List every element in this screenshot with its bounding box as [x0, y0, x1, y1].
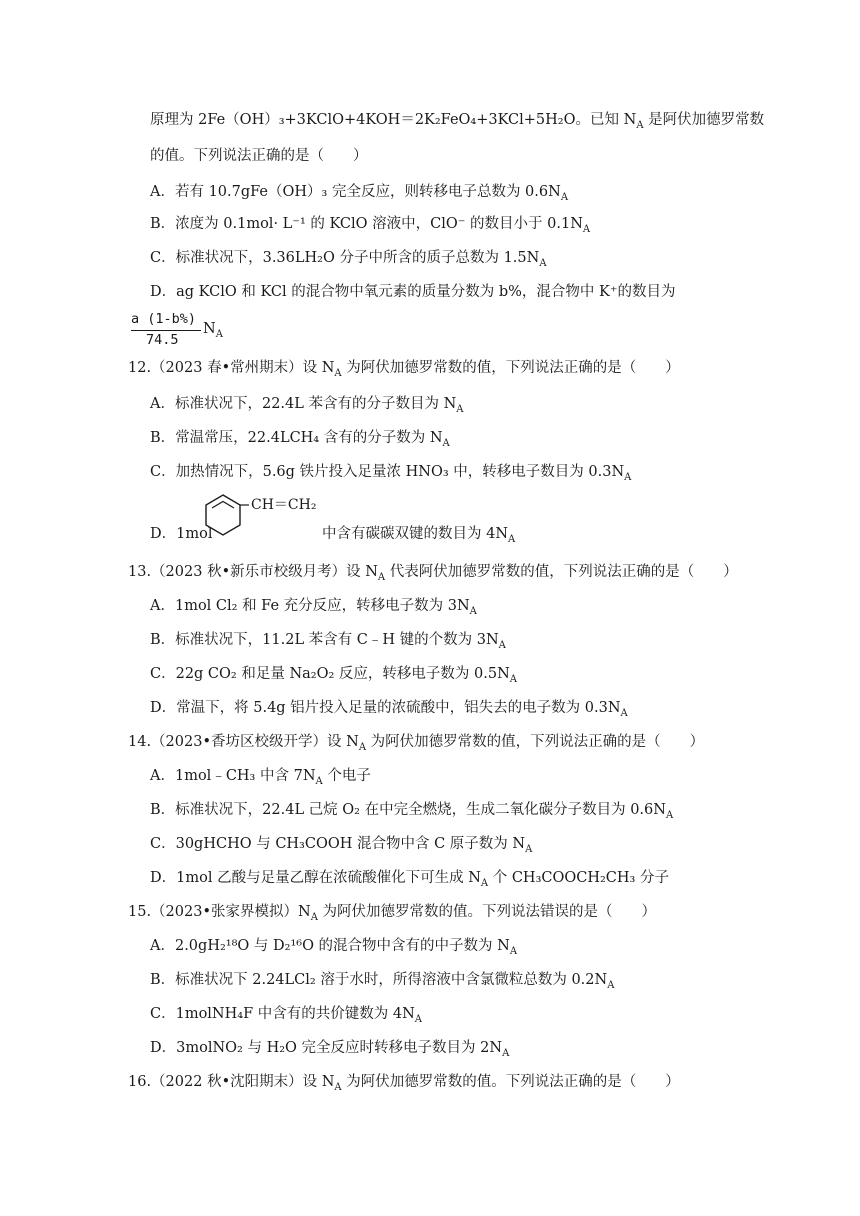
fraction-numerator: a (1-b%)	[131, 311, 197, 327]
q14-option-c: C．30gHCHO 与 CH₃COOH 混合物中含 C 原子数为 $N_A$	[150, 836, 533, 855]
q13-option-b: B．标准状况下，11.2L 苯含有 C﹣H 键的个数为 $3N_A$	[150, 632, 506, 651]
q11-option-a: A．若有 10.7gFe（OH）₃ 完全反应，则转移电子总数为 $0.6N_A$	[150, 184, 569, 203]
q13-option-a: A．1mol Cl₂ 和 Fe 充分反应，转移电子数为 $3N_A$	[150, 598, 477, 617]
q13-option-c: C．22g CO₂ 和足量 Na₂O₂ 反应，转移电子数为 $0.5N_A$	[150, 666, 517, 685]
q15-option-a: A．2.0gH₂¹⁸O 与 D₂¹⁶O 的混合物中含有的中子数为 $N_A$	[150, 938, 518, 957]
q12-option-d-suffix: 中含有碳碳双键的数目为 $4N_A$	[322, 526, 516, 545]
intro-line-2: 的值。下列说法正确的是（ ）	[150, 148, 368, 164]
q12-stem: 12.（2023 春•常州期末）设 $N_A$ 为阿伏加德罗常数的值，下列说法正确的是（ ）	[128, 360, 680, 379]
fraction-suffix: $N_A$	[203, 321, 223, 340]
q15-option-c: C．1molNH₄F 中含有的共价键数为 $4N_A$	[150, 1006, 423, 1025]
q15-option-b: B．标准状况下 2.24LCl₂ 溶于水时，所得溶液中含氯微粒总数为 $0.2N_A$	[150, 972, 615, 991]
q12-option-b: B．常温常压，22.4LCH₄ 含有的分子数为 $N_A$	[150, 430, 450, 449]
q14-stem: 14.（2023•香坊区校级开学）设 $N_A$ 为阿伏加德罗常数的值，下列说法正确的是（ ）	[128, 734, 705, 753]
benzene-inner-bonds	[212, 502, 234, 509]
q14-option-a: A．1mol﹣CH₃ 中含 $7N_A$ 个电子	[150, 768, 371, 787]
q15-stem: 15.（2023•张家界模拟）$N_A$ 为阿伏加德罗常数的值。下列说法错误的是（ ）	[128, 904, 657, 923]
intro-line-1: 原理为 2Fe（OH）₃+3KClO+4KOH＝2K₂FeO₄+3KCl+5H₂O。已知 $N_A$ 是阿伏加德罗常数	[150, 112, 765, 131]
fraction-bar	[131, 330, 201, 331]
q16-stem: 16.（2022 秋•沈阳期末）设 $N_A$ 为阿伏加德罗常数的值。下列说法正确的是（ ）	[128, 1074, 680, 1093]
q11-option-b: B．浓度为 0.1mol· L⁻¹ 的 KClO 溶液中，ClO⁻ 的数目小于 $0.1N_A$	[150, 216, 591, 235]
styrene-structure	[203, 490, 323, 540]
q12-option-c: C．加热情况下，5.6g 铁片投入足量浓 HNO₃ 中，转移电子数目为 $0.3N_A$	[150, 464, 632, 483]
vinyl-label: CH＝CH₂	[251, 497, 317, 513]
q13-stem: 13.（2023 秋•新乐市校级月考）设 $N_A$ 代表阿伏加德罗常数的值，下列说法正确的是（ ）	[128, 564, 738, 583]
q11-option-d: D．ag KClO 和 KCl 的混合物中氧元素的质量分数为 b%，混合物中 K⁺的数目为	[150, 284, 676, 300]
fraction-denominator: 74.5	[146, 332, 179, 348]
q11-option-c: C．标准状况下，3.36LH₂O 分子中所含的质子总数为 $1.5N_A$	[150, 250, 547, 269]
q13-option-d: D．常温下，将 5.4g 铝片投入足量的浓硫酸中，铝失去的电子数为 $0.3N_A$	[150, 700, 628, 719]
q14-option-b: B．标准状况下，22.4L 己烷 O₂ 在中完全燃烧，生成二氧化碳分子数目为 $0.6N_A$	[150, 802, 674, 821]
q12-option-d-prefix: D．1mol	[150, 526, 213, 542]
q15-option-d: D．3molNO₂ 与 H₂O 完全反应时转移电子数目为 $2N_A$	[150, 1040, 510, 1059]
q14-option-d: D．1mol 乙酸与足量乙醇在浓硫酸催化下可生成 $N_A$ 个 CH₃COOCH₂CH₃ 分子	[150, 870, 669, 889]
q12-option-a: A．标准状况下，22.4L 苯含有的分子数目为 $N_A$	[150, 396, 464, 415]
